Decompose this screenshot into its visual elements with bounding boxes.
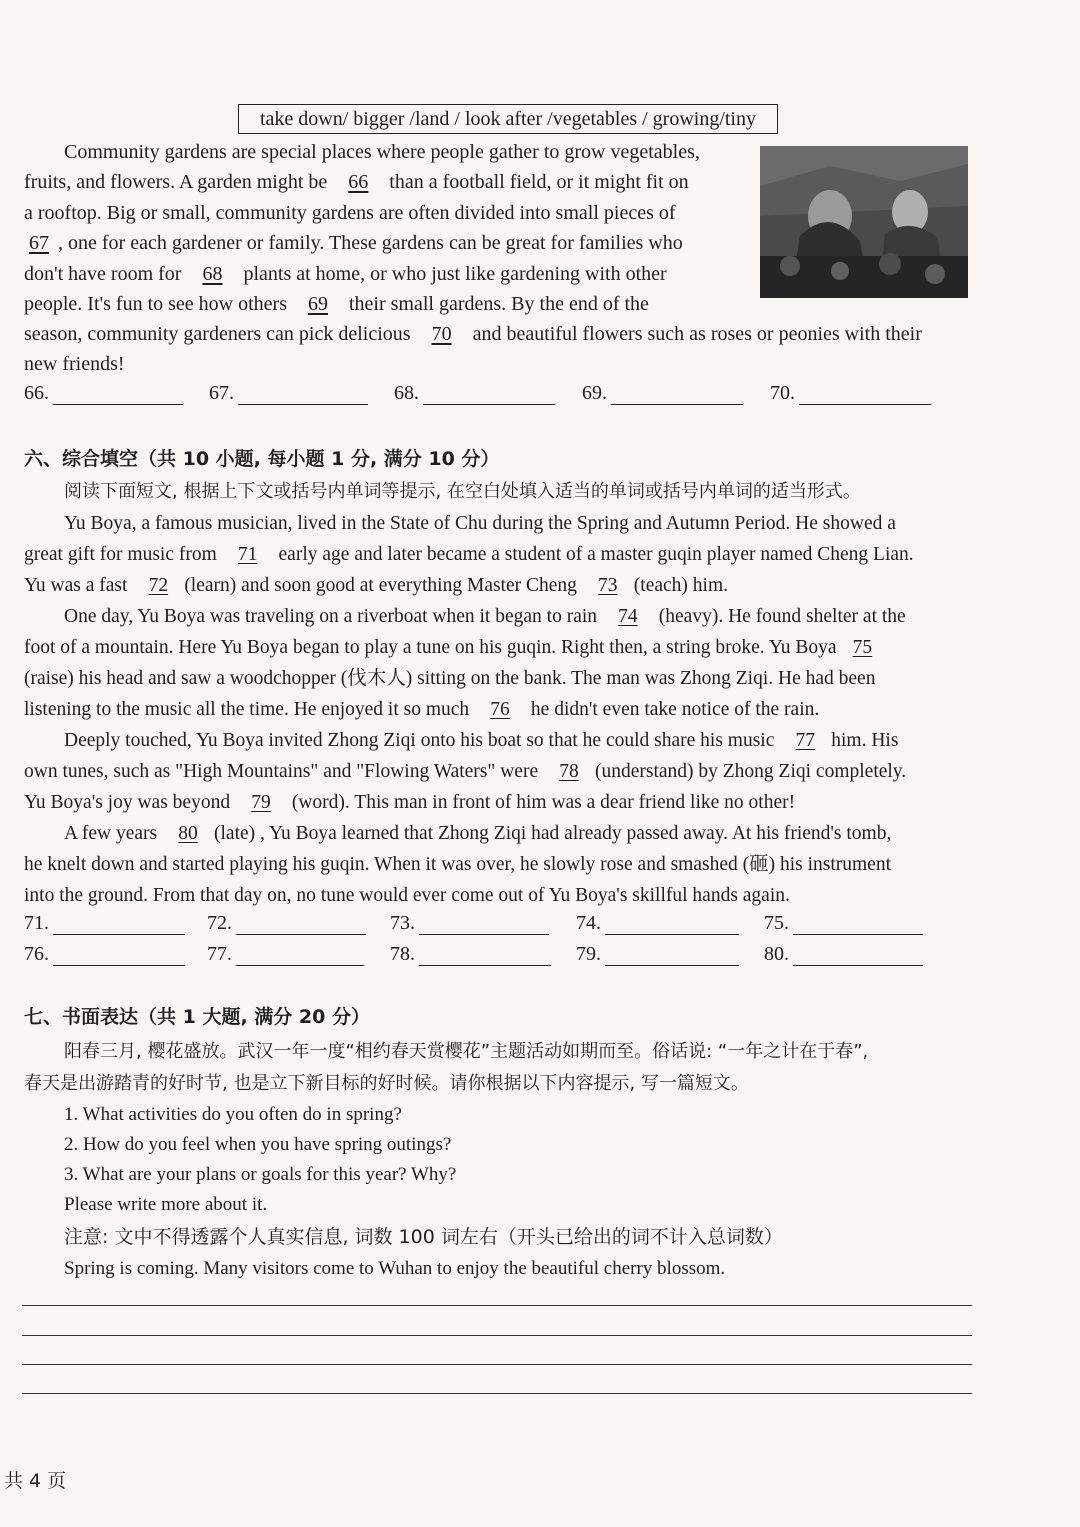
answer-71-line[interactable] bbox=[53, 914, 185, 935]
p1-line5a: don't have room for bbox=[24, 262, 182, 285]
p1-line5b: plants at home, or who just like gardening with other bbox=[243, 262, 667, 285]
prompt-q3: 3. What are your plans or goals for this year? Why? bbox=[64, 1164, 457, 1185]
blank-79: 79 bbox=[251, 792, 271, 813]
writing-line-3[interactable] bbox=[22, 1364, 972, 1365]
p2-line11b: (late) , Yu Boya learned that Zhong Ziqi had already passed away. At his friend's tomb, bbox=[214, 823, 892, 844]
p1-line7a: season, community gardeners can pick delicious bbox=[24, 323, 411, 345]
writing-line-4[interactable] bbox=[22, 1393, 972, 1394]
answer-75-line[interactable] bbox=[793, 914, 923, 935]
p2-line10b: (word). This man in front of him was a dear friend like no other! bbox=[291, 792, 796, 813]
blank-80: 80 bbox=[178, 823, 198, 844]
blank-71: 71 bbox=[237, 544, 258, 565]
prompt-q2: 2. How do you feel when you have spring outings? bbox=[64, 1134, 452, 1155]
answer-77-line[interactable] bbox=[236, 945, 364, 966]
p1-line2b: than a football field, or it might fit on bbox=[389, 171, 689, 194]
p2-line13: into the ground. From that day on, no tune would ever come out of Yu Boya's skillful hands again. bbox=[24, 885, 790, 906]
page-count-footer: 共 4 页 bbox=[4, 1470, 67, 1492]
p1-line6a: people. It's fun to see how others bbox=[24, 293, 287, 316]
answer-73-line[interactable] bbox=[419, 914, 549, 935]
answer-67 bbox=[209, 382, 368, 405]
p1-line3: a rooftop. Big or small, community gardens are often divided into small pieces of bbox=[24, 201, 676, 224]
answer-70-label: 70. bbox=[770, 382, 795, 404]
gardening-photo-drawing bbox=[760, 146, 968, 298]
p1-line2a: fruits, and flowers. A garden might be bbox=[24, 171, 328, 194]
blank-73: 73 bbox=[598, 575, 618, 596]
passage-1-end bbox=[24, 319, 984, 380]
p2-line3a: Yu was a fast bbox=[24, 575, 128, 596]
passage-1 bbox=[24, 137, 754, 319]
section-7-title: 七、书面表达（共 1 大题, 满分 20 分） bbox=[24, 1006, 370, 1028]
p2-line5a: foot of a mountain. Here Yu Boya began to play a tune on his guqin. Right then, a string broke. Yu Boya bbox=[24, 637, 837, 658]
blank-78: 78 bbox=[559, 761, 579, 782]
answer-76 bbox=[24, 943, 185, 966]
answer-78-line[interactable] bbox=[419, 945, 551, 966]
answer-80-line[interactable] bbox=[793, 945, 923, 966]
section-6-instruction: 阅读下面短文, 根据上下文或括号内单词等提示, 在空白处填入适当的单词或括号内单词的适当形式。 bbox=[64, 481, 861, 502]
answer-67-line[interactable] bbox=[238, 384, 368, 405]
answer-68-label: 68. bbox=[394, 382, 419, 404]
p2-line7a: listening to the music all the time. He enjoyed it so much bbox=[24, 699, 470, 720]
p2-line3c: (teach) him. bbox=[633, 575, 729, 596]
answer-74-label: 74. bbox=[576, 912, 601, 934]
answer-69-label: 69. bbox=[582, 382, 607, 404]
answer-row-76-80 bbox=[24, 943, 964, 973]
p2-line9a: own tunes, such as "High Mountains" and "Flowing Waters" were bbox=[24, 761, 539, 782]
answer-67-label: 67. bbox=[209, 382, 234, 404]
writing-opening: Spring is coming. Many visitors come to Wuhan to enjoy the beautiful cherry blossom. bbox=[64, 1258, 726, 1279]
answer-76-line[interactable] bbox=[53, 945, 185, 966]
blank-77: 77 bbox=[795, 730, 815, 751]
answer-79 bbox=[576, 943, 739, 966]
section-7-intro-2: 春天是出游踏青的好时节, 也是立下新目标的好时候。请你根据以下内容提示, 写一篇短文。 bbox=[24, 1073, 749, 1094]
blank-75: 75 bbox=[852, 637, 873, 658]
answer-68-line[interactable] bbox=[423, 384, 555, 405]
p2-line9b: (understand) by Zhong Ziqi completely. bbox=[594, 761, 907, 782]
answer-74-line[interactable] bbox=[605, 914, 739, 935]
answer-66 bbox=[24, 382, 183, 405]
answer-73-label: 73. bbox=[390, 912, 415, 934]
gardening-photo bbox=[760, 146, 968, 298]
answer-72 bbox=[207, 912, 366, 935]
p2-line11a: A few years bbox=[64, 823, 158, 844]
answer-70 bbox=[770, 382, 931, 405]
answer-75-label: 75. bbox=[764, 912, 789, 934]
answer-71 bbox=[24, 912, 185, 935]
blank-76: 76 bbox=[490, 699, 510, 720]
p1-line6b: their small gardens. By the end of the bbox=[349, 293, 649, 316]
answer-72-label: 72. bbox=[207, 912, 232, 934]
blank-67: 67 bbox=[29, 232, 49, 255]
section-7-intro-1: 阳春三月, 樱花盛放。武汉一年一度“相约春天赏樱花”主题活动如期而至。俗话说: “一年之计在于春”, bbox=[64, 1041, 869, 1062]
answer-78-label: 78. bbox=[390, 943, 415, 965]
p2-line12: he knelt down and started playing his guqin. When it was over, he slowly rose and smashed (砸) his instrument bbox=[24, 854, 891, 875]
prompt-q1: 1. What activities do you often do in spring? bbox=[64, 1104, 402, 1125]
p1-line1: Community gardens are special places where people gather to grow vegetables, bbox=[64, 141, 700, 163]
answer-row-71-75 bbox=[24, 912, 964, 942]
blank-68: 68 bbox=[202, 262, 223, 285]
p1-line4: , one for each gardener or family. These gardens can be great for families who bbox=[58, 232, 683, 255]
p2-line6: (raise) his head and saw a woodchopper (伐木人) sitting on the bank. The man was Zhong Ziqi. He had been bbox=[24, 668, 876, 689]
passage-2 bbox=[24, 508, 984, 911]
p1-line7b: and beautiful flowers such as roses or peonies with their bbox=[472, 323, 922, 345]
answer-66-line[interactable] bbox=[53, 384, 183, 405]
answer-75 bbox=[764, 912, 923, 935]
blank-72: 72 bbox=[148, 575, 169, 596]
blank-69: 69 bbox=[308, 293, 328, 316]
answer-72-line[interactable] bbox=[236, 914, 366, 935]
p2-line7b: he didn't even take notice of the rain. bbox=[530, 699, 820, 720]
p2-line4b: (heavy). He found shelter at the bbox=[658, 606, 906, 627]
word-bank-box: take down/ bigger /land / look after /vegetables / growing/tiny bbox=[238, 104, 778, 134]
answer-68 bbox=[394, 382, 555, 405]
blank-66: 66 bbox=[348, 171, 369, 194]
blank-74: 74 bbox=[618, 606, 638, 627]
p2-line8a: Deeply touched, Yu Boya invited Zhong Ziqi onto his boat so that he could share his music bbox=[64, 730, 775, 751]
p2-line4a: One day, Yu Boya was traveling on a riverboat when it began to rain bbox=[64, 606, 598, 627]
writing-line-1[interactable] bbox=[22, 1305, 972, 1306]
p2-line3b: (learn) and soon good at everything Master Cheng bbox=[184, 575, 577, 596]
p1-line8: new friends! bbox=[24, 353, 125, 376]
answer-row-66-70 bbox=[24, 382, 964, 412]
answer-70-line[interactable] bbox=[799, 384, 931, 405]
answer-73 bbox=[390, 912, 549, 935]
answer-77 bbox=[207, 943, 364, 966]
p2-line1: Yu Boya, a famous musician, lived in the State of Chu during the Spring and Autumn Period. He showed a bbox=[64, 513, 896, 534]
answer-79-label: 79. bbox=[576, 943, 601, 965]
p2-line8b: him. His bbox=[831, 730, 899, 751]
prompt-note: 注意: 文中不得透露个人真实信息, 词数 100 词左右（开头已给出的词不计入总词数） bbox=[64, 1226, 783, 1248]
answer-69-line[interactable] bbox=[611, 384, 743, 405]
blank-70: 70 bbox=[431, 323, 452, 345]
p2-line2a: great gift for music from bbox=[24, 544, 217, 565]
answer-71-label: 71. bbox=[24, 912, 49, 934]
p2-line2b: early age and later became a student of a master guqin player named Cheng Lian. bbox=[278, 544, 914, 565]
prompt-more: Please write more about it. bbox=[64, 1194, 268, 1215]
answer-74 bbox=[576, 912, 739, 935]
answer-80 bbox=[764, 943, 923, 966]
answer-77-label: 77. bbox=[207, 943, 232, 965]
writing-line-2[interactable] bbox=[22, 1335, 972, 1336]
answer-76-label: 76. bbox=[24, 943, 49, 965]
answer-78 bbox=[390, 943, 551, 966]
answer-69 bbox=[582, 382, 743, 405]
p2-line10a: Yu Boya's joy was beyond bbox=[24, 792, 231, 813]
section-6-title: 六、综合填空（共 10 小题, 每小题 1 分, 满分 10 分） bbox=[24, 448, 500, 470]
answer-79-line[interactable] bbox=[605, 945, 739, 966]
answer-66-label: 66. bbox=[24, 382, 49, 404]
answer-80-label: 80. bbox=[764, 943, 789, 965]
